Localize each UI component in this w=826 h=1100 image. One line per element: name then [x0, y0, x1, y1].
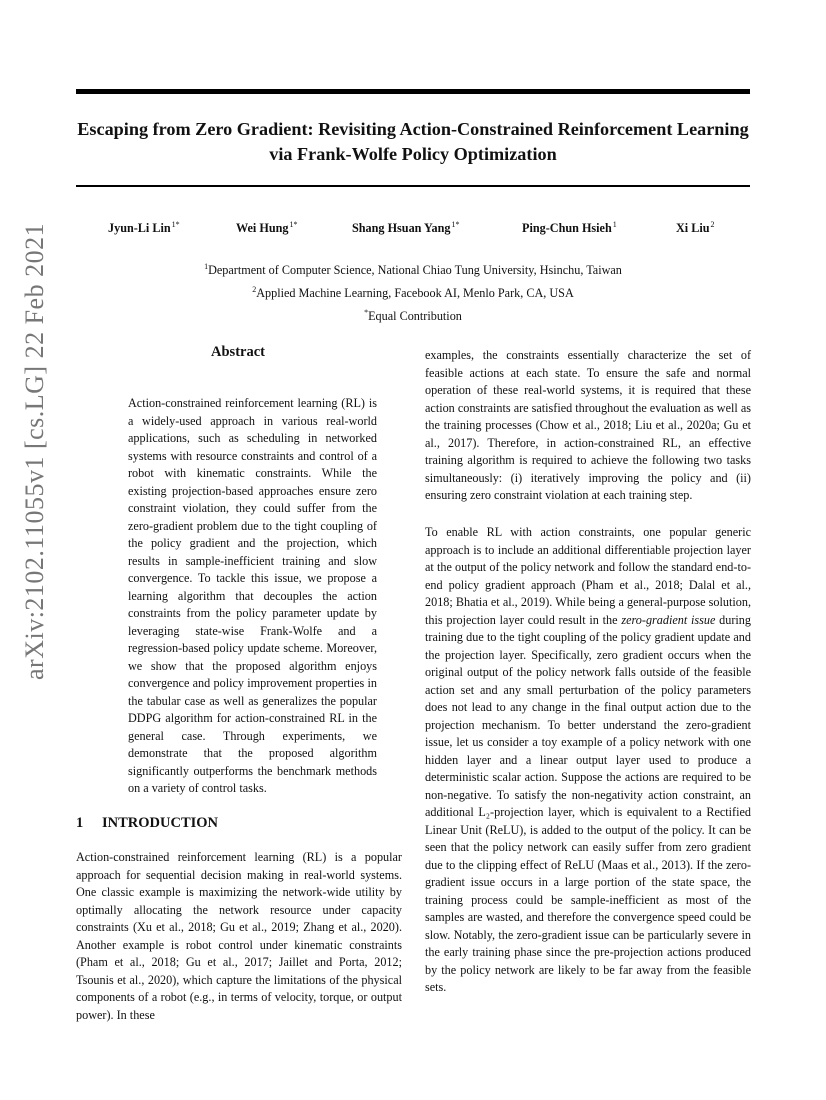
intro-paragraph-1: Action-constrained reinforcement learning (RL) is a popular approach for sequential decision making in real-world systems. One classic example is maximizing the network-wide utility by optimally allocating the network resource under capacity constraints (Xu et al., 2018; Gu et al., 2019; Zhang et al., 2020). Another example is robot control under kinematic constraints (Pham et al., 2018; Gu et al., 2017; Jaillet and Porta, 2012; Tsounis et al., 2020), which capture the limitations of the physical components of a robot (e.g., in terms of velocity, torque, or output power). In these — [76, 850, 402, 1022]
paper-title: Escaping from Zero Gradient: Revisiting Action-Constrained Reinforcement Learning via Frank-Wolfe Policy Optimization — [77, 119, 749, 164]
abstract-text: Action-constrained reinforcement learning (RL) is a widely-used approach in various real-world applications, such as scheduling in networked systems with resource constraints and control of a robot with kinematic constraints. While the existing projection-based approaches ensure zero constraint violation, they could suffer from the zero-gradient problem due to the tight coupling of the policy gradient and the projection, which results in sample-inefficient training and slow convergence. To tackle this issue, we propose a learning algorithm that decouples the action constraints from the policy parameter update by leveraging state-wise Frank-Wolfe and a regression-based policy update scheme. Moreover, we show that the proposed algorithm enjoys convergence and policy improvement properties in the tabular case as well as generalizes the popular DDPG algorithm for action-constrained RL in the general case. Through experiments, we demonstrate that the proposed algorithm significantly outperforms the benchmark methods on a variety of control tasks. — [128, 396, 377, 795]
col2-paragraph-1: examples, the constraints essentially characterize the set of feasible actions at each state. To ensure the safe and normal operation of these real-world systems, it is required that these action constraints are satisfied throughout the evaluation as well as the training processes (Chow et al., 2018; Liu et al., 2020a; Gu et al., 2017). Therefore, in action-constrained RL, an effective training algorithm is required to achieve the following two tasks simultaneously: (i) iteratively improving the policy and (ii) ensuring zero constraint violation at each training step. — [425, 348, 751, 502]
affiliations — [76, 257, 750, 326]
author-4: Ping-Chun Hsieh$^1$ — [522, 220, 617, 235]
author-2: Wei Hung$^{1*}$ — [236, 220, 298, 235]
affiliation-1: $^1$Department of Computer Science, National Chiao Tung University, Hsinchu, Taiwan — [204, 262, 622, 277]
author-1: Jyun-Li Lin$^{1*}$ — [108, 220, 180, 235]
abstract-heading: Abstract — [211, 344, 265, 360]
title-bottom-rule — [76, 185, 750, 187]
zero-gradient-term: zero-gradient issue — [621, 612, 716, 627]
col2-paragraph-2: To enable RL with action constraints, one popular generic approach is to include an additional differentiable projection layer at the output of the policy network and follow the standard end-to-end policy gradient approach (Pham et al., 2018; Dalal et al., 2018; Bhatia et al., 2019). While being a general-purpose solution, this projection layer could result in the zero-gradient issue during training due to the tight coupling of the policy gradient update and the projection layer. Specifically, zero gradient occurs when the original output of the policy network falls outside of the feasible action set and any small perturbation of the policy parameters does not lead to any change in the final output action due to the projection mechanism. To better understand the zero-gradient issue, let us consider a toy example of a policy network with one hidden layer and a linear output layer used to produce a deterministic scalar action. Suppose the actions are required to be non-negative. To satisfy the non-negativity action constraint, an additional L₂-projection layer, which is equivalent to a Rectified Linear Unit (ReLU), is added to the output of the policy. It can be seen that the policy network can easily suffer from zero gradient due to the clipping effect of ReLU (Maas et al., 2013). If the zero-gradient issue occurs in a large portion of the state space, the training process could be sample-inefficient as most of the samples are wasted, and therefore the convergence speed could be slow. Notably, the zero-gradient issue can be particularly severe in the early training phase since the pre-projection actions produced by the policy network are likely to be far away from the feasible sets. — [425, 525, 751, 994]
arxiv-side-stamp: arXiv:2102.11055v1 [cs.LG] 22 Feb 2021 — [20, 222, 49, 680]
section-number: 1 — [76, 815, 84, 831]
affiliation-2: $^2$Applied Machine Learning, Facebook AI, Menlo Park, CA, USA — [252, 285, 574, 300]
author-5: Xi Liu$^2$ — [676, 220, 715, 235]
author-3: Shang Hsuan Yang$^{1*}$ — [352, 220, 460, 235]
top-rule — [76, 89, 750, 94]
section-title: INTRODUCTION — [102, 815, 219, 831]
section-heading-introduction — [76, 815, 218, 832]
equal-contribution-note: *Equal Contribution — [364, 308, 462, 323]
